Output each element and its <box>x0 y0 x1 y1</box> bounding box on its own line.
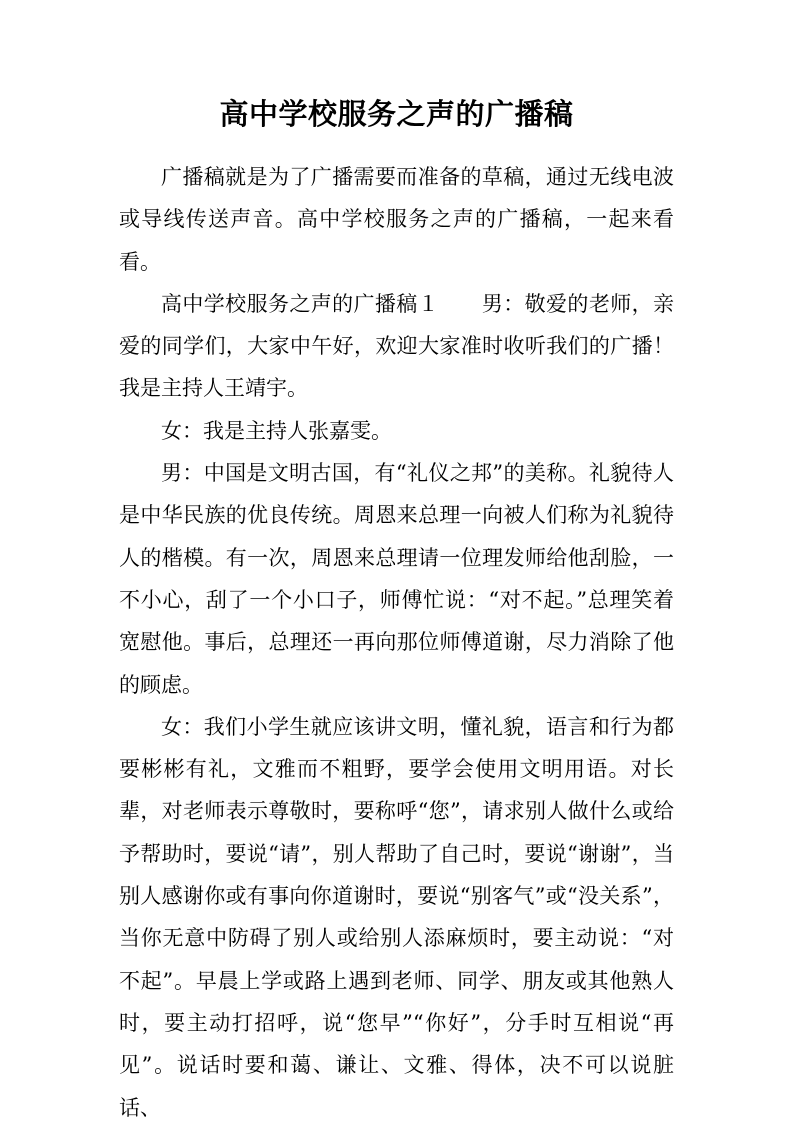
paragraph-intro: 广播稿就是为了广播需要而准备的草稿，通过无线电波或导线传送声音。高中学校服务之声的广播稿，一起来看看。 <box>119 165 674 274</box>
paragraph-host-female: 女：我是主持人张嘉雯。 <box>161 418 392 443</box>
paragraph-opening: 高中学校服务之声的广播稿１ 男：敬爱的老师，亲爱的同学们，大家中午好，欢迎大家准时收听我们的广播！我是主持人王靖宇。 <box>119 291 674 401</box>
document-title: 高中学校服务之声的广播稿 <box>219 97 574 131</box>
paragraph-civility: 女：我们小学生就应该讲文明，懂礼貌，语言和行为都要彬彬有礼，文雅而不粗野，要学会使用文明用语。对长辈，对老师表示尊敬时，要称呼“您”，请求别人做什么或给予帮助时，要说“请”，别人帮助了自己时，要说“谢谢”，当别人感谢你或有事向你道谢时，要说“别客气”或“没关系”，当你无意中防碍了别人或给别人添麻烦时，要主动说：“对不起”。早晨上学或路上遇到老师、同学、朋友或其他熟人时，要主动打招呼，说“您早”“你好”，分手时互相说“再见”。说话时要和蔼、谦让、文雅、得体，决不可以说脏话、 <box>119 714 674 1120</box>
paragraph-premier-story: 男：中国是文明古国，有“礼仪之邦”的美称。礼貌待人是中华民族的优良传统。周恩来总理一向被人们称为礼貌待人的楷模。有一次，周恩来总理请一位理发师给他刮脸，一不小心，刮了一个小口子，师傅忙说：“对不起。”总理笑着宽慰他。事后，总理还一再向那位师傅道谢，尽力消除了他的顾虑。 <box>119 461 674 697</box>
